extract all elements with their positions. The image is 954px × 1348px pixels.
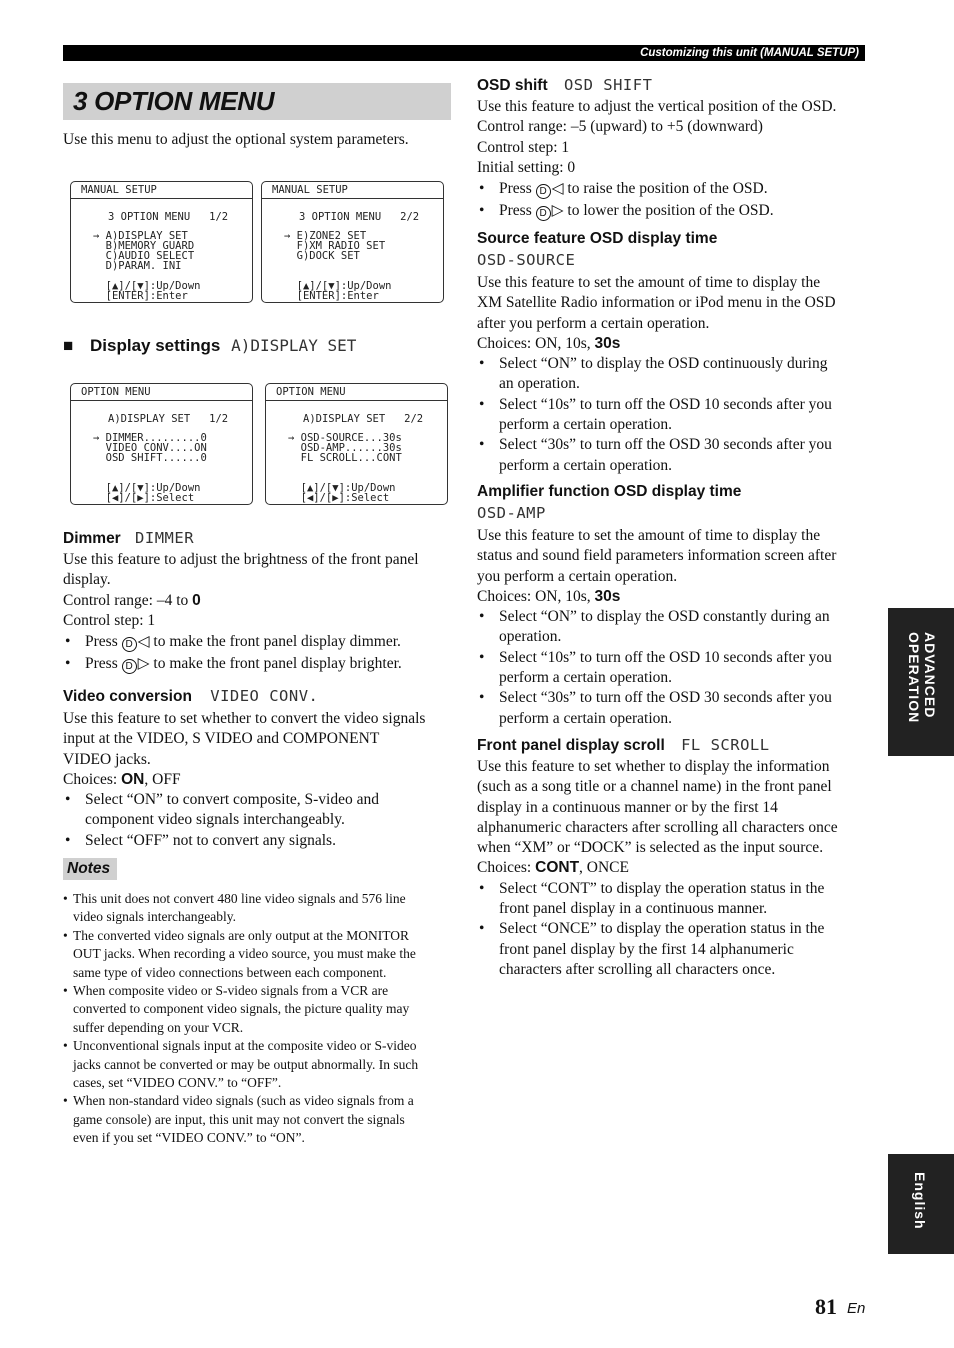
- osd-label: A)DISPLAY SET: [231, 336, 357, 355]
- page-lang: En: [847, 1300, 866, 1317]
- screen-line: G)DOCK SET: [284, 250, 360, 262]
- osd-amp-body: Use this feature to set the amount of time to display the status and sound field parameters information screen after you perform a certain operation. Choices: ON, 10s, 30s • Select “ON” to display the OSD constantly during an operation. • Select “10s” to turn off the OSD 10 seconds after you perform a certain operation. • Select “30s” to turn off the OSD 30 seconds after you perform a certain operation.: [477, 526, 872, 729]
- osd-label: VIDEO CONV.: [210, 687, 319, 705]
- screen-line: 3 OPTION MENU 1/2: [108, 211, 229, 223]
- osd-label: OSD SHIFT: [563, 76, 653, 94]
- screen-line: [ENTER]:Enter: [93, 290, 188, 302]
- note-item: • Unconventional signals input at the composite video or S-video jacks cannot be converted or may be output abnormally. In such cases, set “VIDEO CONV.” to “OFF”.: [63, 1037, 455, 1092]
- right-arrow-icon: ▷: [551, 202, 564, 220]
- intro-text: Use this menu to adjust the optional system parameters.: [63, 131, 409, 148]
- screen-line: VIDEO CONV....ON: [93, 442, 207, 454]
- osd-shift-heading: OSD shift OSD SHIFT: [477, 76, 653, 94]
- video-conversion-body: Use this feature to set whether to convert the video signals input at the VIDEO, S VIDEO and COMPONENT VIDEO jacks. Choices: ON, OFF • Select “ON” to convert composite, S-video and component video signals interchangeably. • Select “OFF” not to convert any signals.: [63, 709, 455, 851]
- screen-line: → A)DISPLAY SET: [93, 230, 188, 242]
- osd-amp-heading: Amplifier function OSD display time: [477, 483, 742, 500]
- screen-line: OSD SHIFT......0: [93, 452, 207, 464]
- osd-label: OSD-AMP: [477, 504, 546, 522]
- screen-header: OPTION MENU: [81, 386, 151, 398]
- side-tab-english: English: [888, 1154, 954, 1254]
- fl-scroll-body: Use this feature to set whether to display the information (such as a song title or a channel name) in the front panel display in a continuous manner or by the first 14 alphanumeric characters after scrolling all characters once when “XM” or “DOCK” is selected as the input source. Choices: CONT, ONCE • Select “CONT” to display the operation status in the front panel display in a continuous manner. • Select “ONCE” to display the operation status in the front panel display by the first 14 alphanumeric characters after scrolling all characters once.: [477, 757, 872, 980]
- section-title-box: [63, 83, 451, 120]
- notes-list: [63, 890, 455, 1148]
- note-item: • When composite video or S-video signals from a VCR are converted to component video signals, the picture quality may suffer depending on your VCR.: [63, 982, 455, 1037]
- screen-line: [◀]/[▶]:Select: [288, 492, 390, 504]
- screen-line: A)DISPLAY SET 1/2: [108, 413, 229, 425]
- side-tab-advanced-operation: ADVANCED OPERATION: [888, 608, 954, 756]
- screen-header: MANUAL SETUP: [272, 184, 348, 196]
- screen-line: FL SCROLL...CONT: [288, 452, 402, 464]
- left-arrow-icon: ◁: [551, 180, 564, 198]
- screen-line: → OSD-SOURCE...30s: [288, 432, 402, 444]
- osd-source-body: Use this feature to set the amount of time to display the XM Satellite Radio information or iPod menu in the OSD after you perform a certain operation. Choices: ON, 10s, 30s • Select “ON” to display the OSD continuously during an operation. • Select “10s” to turn off the OSD 10 seconds after you perform a certain operation. • Select “30s” to turn off the OSD 30 seconds after you perform a certain operation.: [477, 273, 872, 476]
- osd-screen-option-menu-1: [70, 383, 253, 505]
- right-arrow-icon: ▷: [137, 655, 150, 673]
- dimmer-body: Use this feature to adjust the brightness of the front panel display. Control range: –4 to 0 Control step: 1 • Press D ◁ to make the front panel display dimmer. • Press D ▷ to make the front panel display brighter.: [63, 550, 455, 675]
- osd-label: DIMMER: [135, 529, 195, 547]
- screen-line: [ENTER]:Enter: [284, 290, 379, 302]
- screen-line: [◀]/[▶]:Select: [93, 492, 195, 504]
- osd-label: FL SCROLL: [681, 736, 770, 754]
- note-item: • This unit does not convert 480 line video signals and 576 line video signals interchangeably.: [63, 890, 455, 927]
- running-header-title: Customizing this unit (MANUAL SETUP): [640, 47, 859, 59]
- screen-line: OSD-AMP......30s: [288, 442, 402, 454]
- d-button-icon: D: [122, 637, 137, 652]
- screen-line: [▲]/[▼]:Up/Down: [93, 280, 201, 292]
- d-button-icon: D: [536, 206, 551, 221]
- screen-header: OPTION MENU: [276, 386, 346, 398]
- screen-header: MANUAL SETUP: [81, 184, 157, 196]
- page-number: 81: [815, 1294, 837, 1319]
- screen-line: [▲]/[▼]:Up/Down: [93, 482, 201, 494]
- d-button-icon: D: [122, 659, 137, 674]
- screen-line: C)AUDIO SELECT: [93, 250, 195, 262]
- dimmer-heading: Dimmer DIMMER: [63, 529, 195, 547]
- screen-line: → E)ZONE2 SET: [284, 230, 367, 242]
- osd-source-heading: Source feature OSD display time: [477, 230, 718, 247]
- osd-shift-body: Use this feature to adjust the vertical position of the OSD. Control range: –5 (upward) to +5 (downward) Control step: 1 Initial setting: 0 • Press D ◁ to raise the position of the OSD. • Press D ▷ to lower the position of the OSD.: [477, 97, 872, 222]
- screen-line: A)DISPLAY SET 2/2: [303, 413, 424, 425]
- note-item: • The converted video signals are only output at the MONITOR OUT jacks. When recording a video source, you must make the same type of video connections between each component.: [63, 927, 455, 982]
- notes-label: Notes: [67, 860, 111, 877]
- osd-label: OSD-SOURCE: [477, 251, 576, 269]
- screen-line: B)MEMORY GUARD: [93, 240, 195, 252]
- osd-screen-option-menu-2: [265, 383, 448, 505]
- display-settings-heading: ■ Display settings A)DISPLAY SET: [63, 336, 357, 355]
- left-arrow-icon: ◁: [137, 633, 150, 651]
- video-conversion-heading: Video conversion VIDEO CONV.: [63, 687, 319, 705]
- page-title: 3 OPTION MENU: [73, 86, 275, 116]
- square-bullet-icon: ■: [63, 336, 74, 355]
- fl-scroll-heading: Front panel display scroll FL SCROLL: [477, 736, 770, 754]
- screen-line: F)XM RADIO SET: [284, 240, 386, 252]
- note-item: • When non-standard video signals (such as video signals from a game console) are input, this unit may not convert the signals even if you set “VIDEO CONV.” to “ON”.: [63, 1092, 455, 1147]
- d-button-icon: D: [536, 184, 551, 199]
- notes-label-box: [63, 858, 117, 880]
- screen-line: 3 OPTION MENU 2/2: [299, 211, 420, 223]
- running-header-bar: [63, 45, 865, 61]
- screen-line: → DIMMER.........0: [93, 432, 207, 444]
- screen-line: [▲]/[▼]:Up/Down: [288, 482, 396, 494]
- screen-line: D)PARAM. INI: [93, 260, 182, 272]
- osd-screen-manual-setup-2: [261, 181, 444, 303]
- osd-screen-manual-setup-1: [70, 181, 253, 303]
- screen-line: [▲]/[▼]:Up/Down: [284, 280, 392, 292]
